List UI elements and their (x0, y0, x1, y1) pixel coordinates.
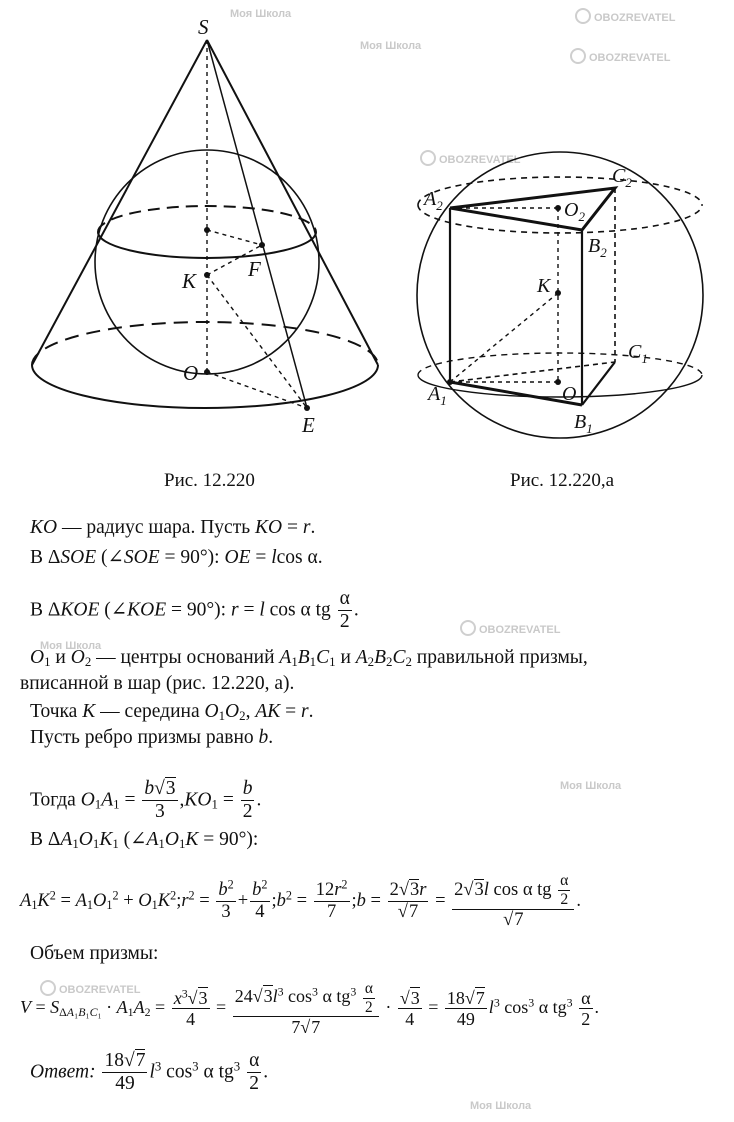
point-O1 (555, 379, 561, 385)
watermark: Моя Школа (40, 640, 102, 652)
point-A1 (447, 379, 453, 385)
cone-generatrix-right (207, 40, 378, 365)
label-A1: $A_1$ (428, 383, 447, 408)
text-line-11: Объем призмы: (30, 943, 159, 964)
upper-section-front (418, 177, 702, 205)
lower-section-front (418, 375, 702, 397)
fraction-alpha-half: $\frac{\alpha}{2}$ (339, 588, 350, 633)
text-line-4: $O_1$ и $O_2$ — центры оснований $A_1B_1C_1$ и $A_2B_2C_2$ правильной призмы, (30, 647, 588, 670)
generatrix-SE (207, 40, 307, 408)
answer-line: Ответ: $\frac{18√7}{49}$ $l^3$ $\cos^3 \alpha$ $tg^3$ $\frac{\alpha}{2}$ . (30, 1050, 269, 1095)
label-O: O (183, 361, 199, 385)
label-B2: $B_2$ (588, 235, 607, 260)
lower-section-back (418, 353, 702, 375)
edge-B1C1 (582, 362, 615, 405)
text-line-12: $V = S_{\Delta A_1B_1C_1} \cdot A_1A_2$ = $\frac{x^3√3}{4}$ = $24√3l^3$ $\cos^3 \alpha$ $tg^3$ $\frac{\alpha}{2}$ 7√7 · $\frac{√3}{4}$ = $\frac{18√7}{49}$ $l^3$ $\cos^3 \alpha$ $tg^3$ $\frac{\alpha}{2}$ . (20, 980, 599, 1038)
watermark: Моя Школа (560, 780, 622, 792)
watermark: Моя Школа (360, 40, 422, 52)
point-O (204, 369, 210, 375)
text-line-2: В ΔSOE (∠SOE = 90°): OE = lcos α. (30, 547, 323, 568)
figure-caption-prism: Рис. 12.220,а (510, 470, 615, 491)
point-O2 (555, 205, 561, 211)
figure-caption-cone: Рис. 12.220 (164, 470, 255, 491)
text-line-5: вписанной в шар (рис. 12.220, а). (20, 673, 295, 694)
label-B1: $B_1$ (574, 411, 593, 436)
cone-generatrix-left (32, 40, 207, 365)
label-E: E (302, 413, 315, 437)
point-K (555, 290, 561, 296)
point-E (304, 405, 310, 411)
text-line-8: Тогда $O_1A_1$ = $\frac{b√3}{3}$ $,KO_1$ = $\frac{b}{2}$ . (30, 778, 262, 823)
watermark: OBOZREVATEL (420, 150, 520, 166)
label-O2: $O_2$ (564, 199, 585, 224)
label-S: S (198, 15, 209, 39)
label-K: K (537, 275, 551, 297)
label-A2: $A_2$ (424, 188, 443, 213)
point-F (259, 242, 265, 248)
label-C1: $C_1$ (628, 341, 648, 366)
watermark: Моя Школа (470, 1100, 532, 1112)
cone-figure (0, 0, 400, 470)
label-F: F (248, 257, 261, 281)
point-K (204, 272, 210, 278)
text-line-3: В ΔKOE (∠KOE = 90°): r = l cos α tg $\frac{\alpha}{2}$ . (30, 588, 359, 633)
label-K: K (182, 269, 197, 293)
text-line-1: KO — радиус шара. Пусть KO = r. (30, 517, 316, 538)
text-line-7: Пусть ребро призмы равно b. (30, 727, 274, 748)
segment-center-F (207, 230, 262, 245)
watermark: OBOZREVATEL (460, 620, 560, 636)
watermark: OBOZREVATEL (575, 8, 675, 24)
watermark: OBOZREVATEL (40, 980, 140, 996)
watermark-logo-icon (460, 620, 476, 636)
prism-figure (400, 0, 734, 470)
label-O: O (562, 383, 577, 405)
text-line-6: Точка K — середина $O_1O_2$, AK = r. (30, 701, 314, 724)
watermark: OBOZREVATEL (570, 48, 670, 64)
text-line-10: $A_1K^2 = A_1O_1^2$ + $O_1K^2;r^2$ = $\frac{b^2}{3}$ + $\frac{b^2}{4}$ $;b^2$ = $\frac{12r^2}{7}$ ;b = $\frac{2√3r}{√7}$ = 2√3l cos α tg $\frac{\alpha}{2}$ √7 . (20, 872, 582, 931)
text-line-9: В $\Delta A_1O_1K_1$ $(\angle A_1O_1K = 90^\circ)$: (30, 829, 259, 852)
prism-top-face (450, 188, 615, 230)
cone-base-back (32, 322, 378, 365)
edge-A1C1 (450, 362, 615, 382)
segment-KE (207, 275, 307, 408)
label-C2: $C_2$ (612, 165, 632, 190)
point-tangent-center (204, 227, 210, 233)
segment-OE (207, 372, 307, 408)
segment-A1K (450, 293, 558, 382)
watermark: Моя Школа (230, 8, 292, 20)
